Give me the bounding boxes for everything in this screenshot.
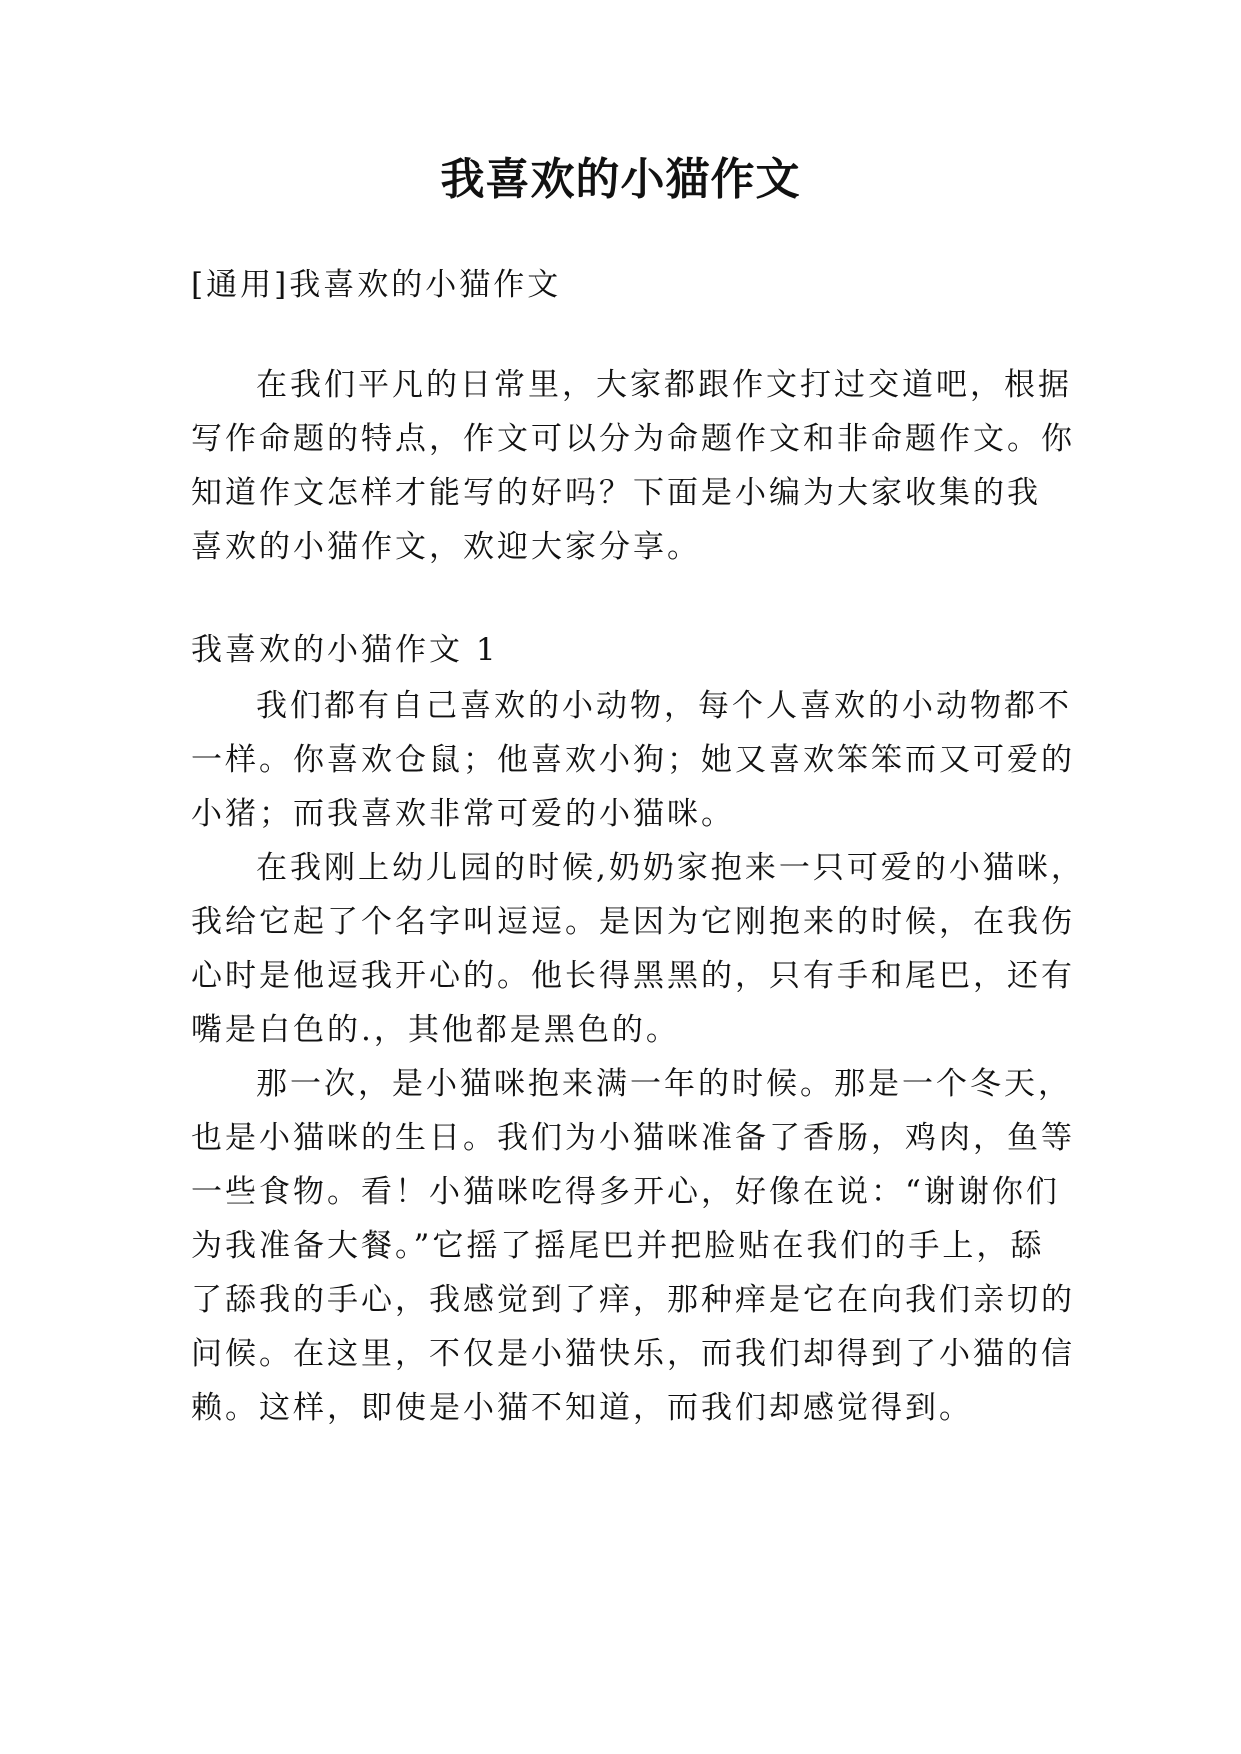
paragraph2-line-1: 在我刚上幼儿园的时候,奶奶家抱来一只可爱的小猫咪， bbox=[256, 850, 1085, 886]
intro-line-2: 写作命题的特点，作文可以分为命题作文和非命题作文。你 bbox=[191, 421, 1075, 457]
intro-line-4: 喜欢的小猫作文，欢迎大家分享。 bbox=[191, 529, 701, 565]
document-title: 我喜欢的小猫作文 bbox=[440, 154, 801, 205]
paragraph2-line-2: 我给它起了个名字叫逗逗。是因为它刚抱来的时候，在我伤 bbox=[191, 904, 1075, 940]
section-heading: 我喜欢的小猫作文 1 bbox=[191, 632, 499, 668]
intro-line-3: 知道作文怎样才能写的好吗？下面是小编为大家收集的我 bbox=[191, 475, 1041, 511]
paragraph1-line-3: 小猪；而我喜欢非常可爱的小猫咪。 bbox=[191, 796, 735, 832]
paragraph3-line-1: 那一次，是小猫咪抱来满一年的时候。那是一个冬天， bbox=[256, 1066, 1072, 1102]
paragraph2-line-4: 嘴是白色的.，其他都是黑色的。 bbox=[191, 1012, 680, 1048]
paragraph1-line-1: 我们都有自己喜欢的小动物，每个人喜欢的小动物都不 bbox=[256, 688, 1072, 724]
paragraph3-line-5: 了舔我的手心，我感觉到了痒，那种痒是它在向我们亲切的 bbox=[191, 1282, 1075, 1318]
paragraph1-line-2: 一样。你喜欢仓鼠；他喜欢小狗；她又喜欢笨笨而又可爱的 bbox=[191, 742, 1075, 778]
paragraph3-line-2: 也是小猫咪的生日。我们为小猫咪准备了香肠，鸡肉，鱼等 bbox=[191, 1120, 1075, 1156]
paragraph3-line-6: 问候。在这里，不仅是小猫快乐，而我们却得到了小猫的信 bbox=[191, 1336, 1075, 1372]
paragraph3-line-3: 一些食物。看！小猫咪吃得多开心，好像在说：“谢谢你们 bbox=[191, 1174, 1060, 1210]
paragraph3-line-7: 赖。这样，即使是小猫不知道，而我们却感觉得到。 bbox=[191, 1390, 973, 1426]
paragraph2-line-3: 心时是他逗我开心的。他长得黑黑的，只有手和尾巴，还有 bbox=[191, 958, 1075, 994]
intro-line-1: 在我们平凡的日常里，大家都跟作文打过交道吧，根据 bbox=[256, 367, 1072, 403]
document-subtitle: [通用]我喜欢的小猫作文 bbox=[191, 267, 562, 303]
paragraph3-line-4: 为我准备大餐。”它摇了摇尾巴并把脸贴在我们的手上，舔 bbox=[191, 1228, 1045, 1264]
